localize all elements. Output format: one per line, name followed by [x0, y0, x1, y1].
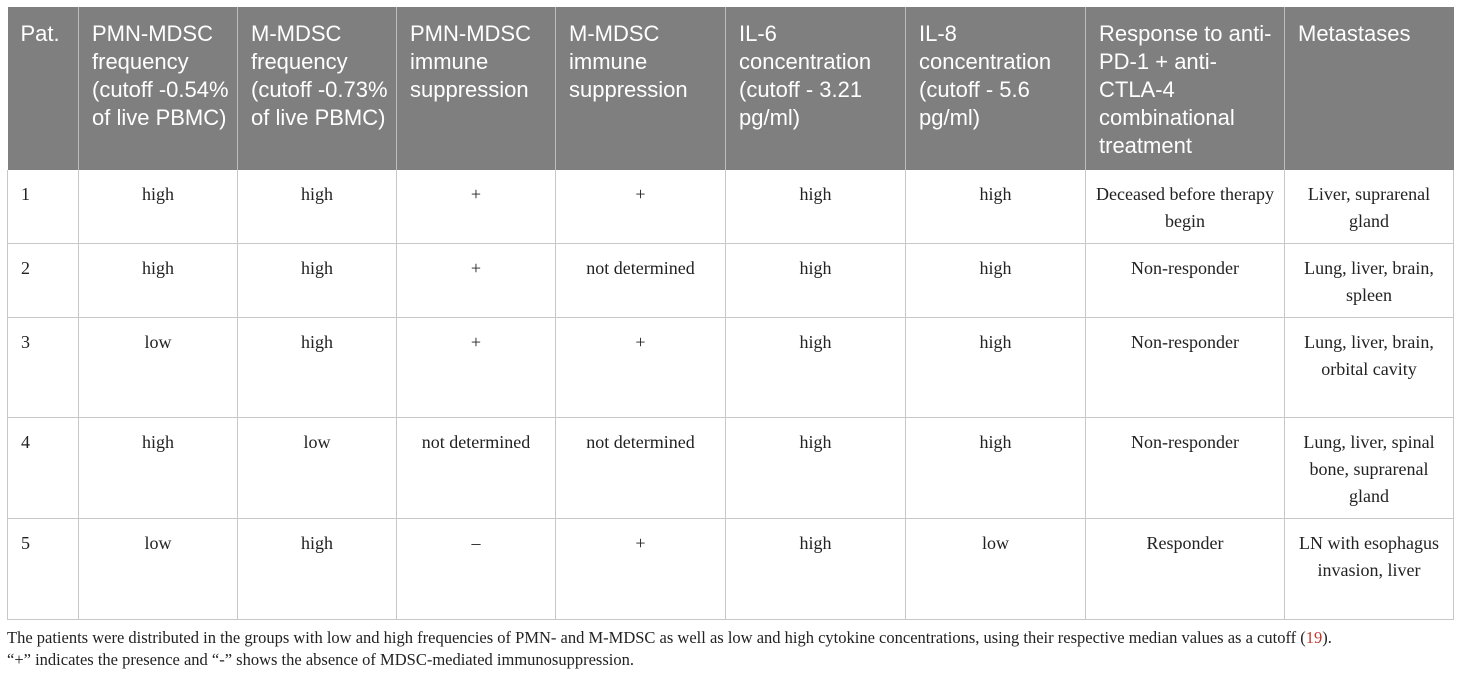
table-cell: not determined: [556, 244, 726, 318]
table-cell: LN with esophagus invasion, liver: [1285, 519, 1454, 620]
table-cell: 1: [8, 170, 79, 244]
table-cell: high: [906, 318, 1086, 418]
table-cell: high: [238, 519, 397, 620]
table-cell: +: [397, 318, 556, 418]
table-cell: Lung, liver, brain, orbital cavity: [1285, 318, 1454, 418]
table-cell: high: [726, 170, 906, 244]
col-header-metastases: Metastases: [1285, 7, 1454, 170]
table-cell: high: [906, 418, 1086, 519]
table-cell: +: [397, 170, 556, 244]
table-cell: Liver, suprarenal gland: [1285, 170, 1454, 244]
table-cell: Deceased before therapy begin: [1086, 170, 1285, 244]
reference-link[interactable]: 19: [1305, 628, 1323, 647]
table-cell: +: [556, 318, 726, 418]
table-cell: high: [906, 170, 1086, 244]
table-cell: high: [726, 418, 906, 519]
table-cell: high: [238, 170, 397, 244]
table-cell: high: [79, 418, 238, 519]
table-cell: Non-responder: [1086, 318, 1285, 418]
table-cell: –: [397, 519, 556, 620]
table-cell: Non-responder: [1086, 244, 1285, 318]
table-cell: high: [238, 244, 397, 318]
table-row: [8, 170, 1454, 244]
table-cell: Lung, liver, brain, spleen: [1285, 244, 1454, 318]
data-table: [7, 7, 1454, 620]
table-cell: high: [906, 244, 1086, 318]
table-cell: 4: [8, 418, 79, 519]
col-header-response: Response to anti-PD-1 + anti-CTLA-4 combinational treatment: [1086, 7, 1285, 170]
table-cell: 3: [8, 318, 79, 418]
table-cell: high: [79, 244, 238, 318]
table-cell: low: [79, 318, 238, 418]
table-cell: 2: [8, 244, 79, 318]
table-row: [8, 318, 1454, 418]
col-header-m-mdsc-frequency: M-MDSC frequency (cutoff -0.73% of live PBMC): [238, 7, 397, 170]
table-cell: Lung, liver, spinal bone, suprarenal gland: [1285, 418, 1454, 519]
table-cell: Non-responder: [1086, 418, 1285, 519]
footnote-line-1: [7, 627, 1453, 649]
table-cell: not determined: [556, 418, 726, 519]
table-cell: 5: [8, 519, 79, 620]
col-header-pmn-mdsc-suppression: PMN-MDSC immune suppression: [397, 7, 556, 170]
table-cell: +: [556, 170, 726, 244]
col-header-pmn-mdsc-frequency: PMN-MDSC frequency (cutoff -0.54% of live PBMC): [79, 7, 238, 170]
table-row: [8, 418, 1454, 519]
table-cell: Responder: [1086, 519, 1285, 620]
header-row: [8, 7, 1454, 170]
table-cell: low: [79, 519, 238, 620]
table-row: [8, 244, 1454, 318]
table-footnote: [7, 627, 1453, 671]
table-cell: +: [397, 244, 556, 318]
table-cell: +: [556, 519, 726, 620]
col-header-il6: IL-6 concentration (cutoff - 3.21 pg/ml): [726, 7, 906, 170]
col-header-m-mdsc-suppression: M-MDSC immune suppression: [556, 7, 726, 170]
footnote-text: The patients were distributed in the groups with low and high frequencies of PMN- and M-MDSC as well as low and high cytokine concentrations, using their respective median values as a cutoff (: [7, 628, 1306, 647]
table-cell: high: [726, 318, 906, 418]
footnote-text-end: ).: [1322, 628, 1332, 647]
table-cell: high: [726, 244, 906, 318]
table-cell: not determined: [397, 418, 556, 519]
table-cell: low: [238, 418, 397, 519]
footnote-line-2: “+” indicates the presence and “-” shows the absence of MDSC-mediated immunosuppression.: [7, 650, 634, 669]
table-cell: high: [79, 170, 238, 244]
col-header-patient: Pat.: [8, 7, 79, 170]
table-row: [8, 519, 1454, 620]
table-cell: low: [906, 519, 1086, 620]
table-cell: high: [238, 318, 397, 418]
table-cell: high: [726, 519, 906, 620]
col-header-il8: IL-8 concentration (cutoff - 5.6 pg/ml): [906, 7, 1086, 170]
